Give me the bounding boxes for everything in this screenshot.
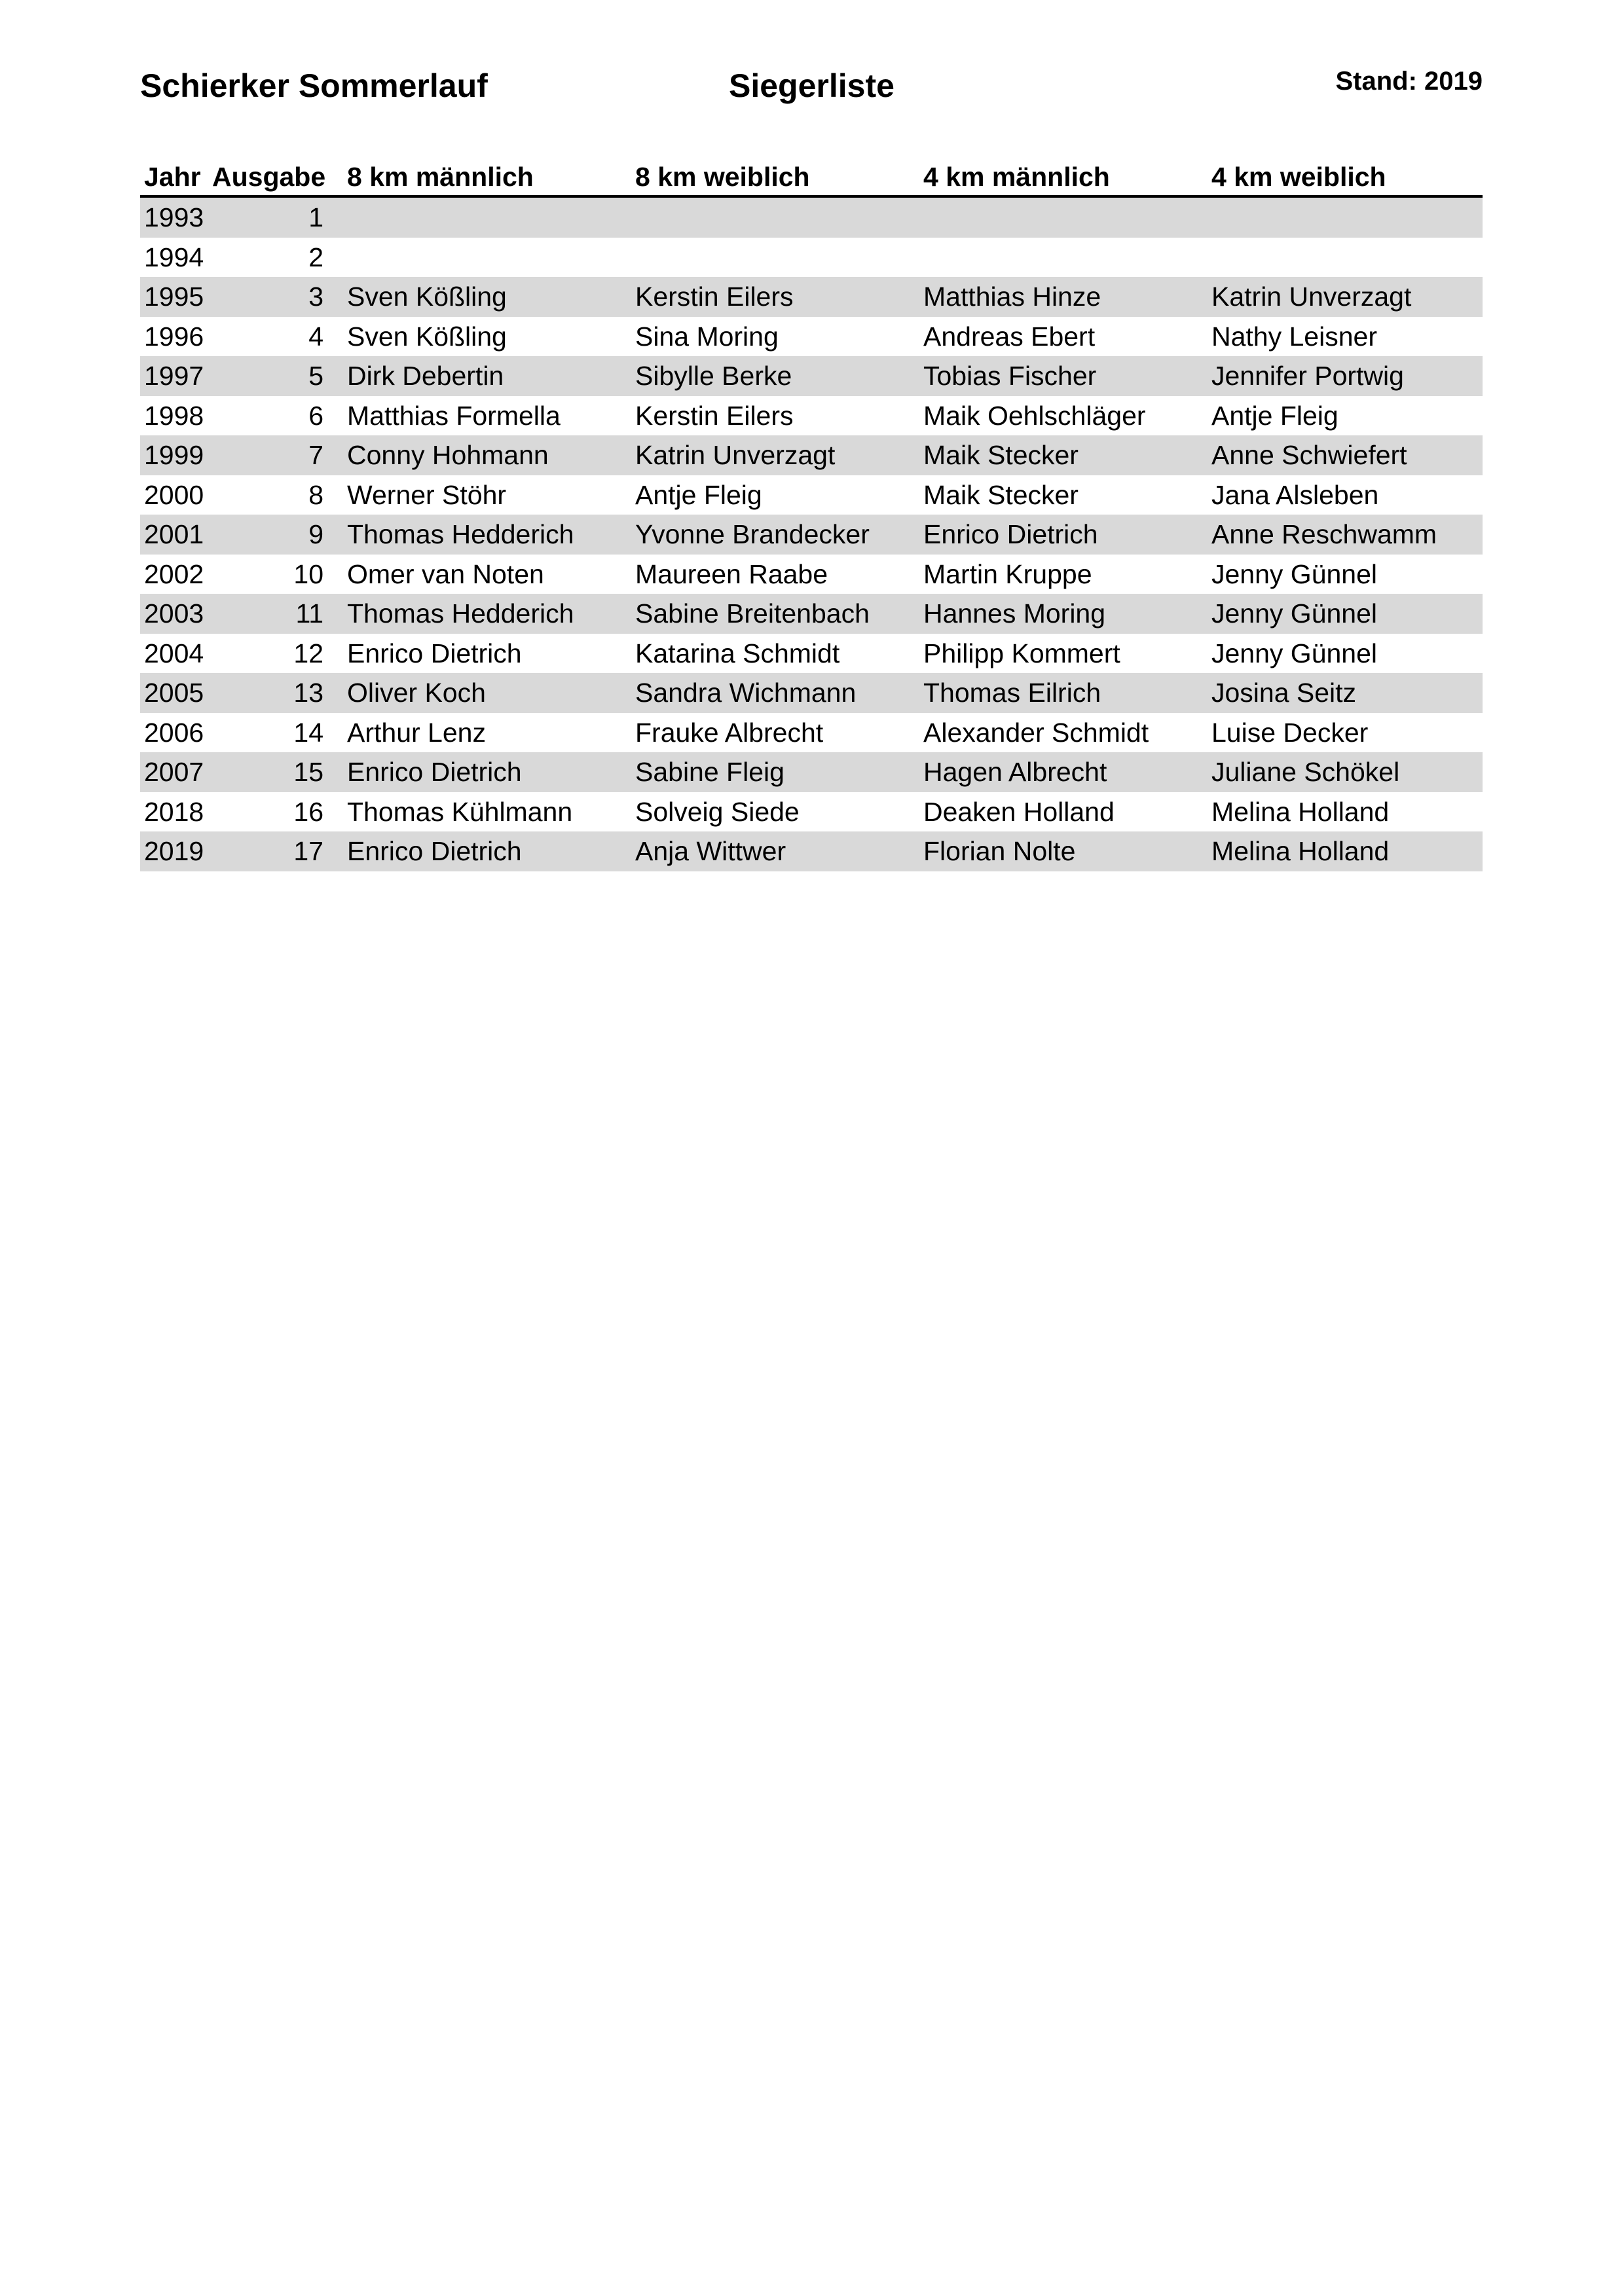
cell-8km-maennlich: Thomas Hedderich <box>343 515 631 555</box>
cell-4km-weiblich: Antje Fleig <box>1208 396 1483 436</box>
cell-4km-maennlich: Andreas Ebert <box>919 317 1208 357</box>
table-row <box>140 196 1483 238</box>
cell-4km-maennlich: Martin Kruppe <box>919 555 1208 594</box>
table-row <box>140 673 1483 713</box>
cell-4km-maennlich: Maik Stecker <box>919 435 1208 475</box>
cell-jahr: 2004 <box>140 634 212 674</box>
cell-4km-weiblich: Anne Reschwamm <box>1208 515 1483 555</box>
cell-8km-maennlich: Enrico Dietrich <box>343 752 631 792</box>
table-row <box>140 555 1483 594</box>
cell-8km-weiblich: Antje Fleig <box>631 475 919 515</box>
table-row <box>140 475 1483 515</box>
cell-ausgabe: 14 <box>212 713 343 753</box>
cell-jahr: 1998 <box>140 396 212 436</box>
cell-ausgabe: 12 <box>212 634 343 674</box>
cell-8km-maennlich: Matthias Formella <box>343 396 631 436</box>
table-row <box>140 713 1483 753</box>
cell-ausgabe: 16 <box>212 792 343 832</box>
cell-ausgabe: 6 <box>212 396 343 436</box>
cell-8km-weiblich: Anja Wittwer <box>631 831 919 871</box>
cell-4km-weiblich: Katrin Unverzagt <box>1208 277 1483 317</box>
cell-ausgabe: 10 <box>212 555 343 594</box>
cell-8km-maennlich <box>343 196 631 238</box>
cell-4km-weiblich: Melina Holland <box>1208 792 1483 832</box>
cell-8km-weiblich <box>631 238 919 278</box>
cell-8km-maennlich: Sven Kößling <box>343 317 631 357</box>
table-row <box>140 831 1483 871</box>
table-row <box>140 435 1483 475</box>
cell-jahr: 1994 <box>140 238 212 278</box>
cell-8km-maennlich: Sven Kößling <box>343 277 631 317</box>
cell-ausgabe: 3 <box>212 277 343 317</box>
header-4km-weiblich: 4 km weiblich <box>1208 155 1483 196</box>
cell-8km-weiblich: Yvonne Brandecker <box>631 515 919 555</box>
cell-8km-weiblich: Sabine Fleig <box>631 752 919 792</box>
cell-4km-weiblich <box>1208 196 1483 238</box>
cell-jahr: 2003 <box>140 594 212 634</box>
winners-table <box>140 155 1483 871</box>
cell-jahr: 2007 <box>140 752 212 792</box>
cell-4km-maennlich: Hannes Moring <box>919 594 1208 634</box>
cell-8km-maennlich: Thomas Kühlmann <box>343 792 631 832</box>
cell-4km-weiblich: Melina Holland <box>1208 831 1483 871</box>
cell-4km-maennlich: Matthias Hinze <box>919 277 1208 317</box>
table-row <box>140 396 1483 436</box>
cell-jahr: 1995 <box>140 277 212 317</box>
cell-jahr: 1993 <box>140 196 212 238</box>
cell-4km-weiblich: Jenny Günnel <box>1208 594 1483 634</box>
table-body <box>140 196 1483 871</box>
cell-8km-maennlich: Oliver Koch <box>343 673 631 713</box>
cell-ausgabe: 11 <box>212 594 343 634</box>
cell-jahr: 1997 <box>140 356 212 396</box>
cell-8km-maennlich: Arthur Lenz <box>343 713 631 753</box>
cell-8km-weiblich: Sina Moring <box>631 317 919 357</box>
cell-ausgabe: 9 <box>212 515 343 555</box>
list-title: Siegerliste <box>729 67 895 104</box>
table-row <box>140 238 1483 278</box>
cell-8km-maennlich: Omer van Noten <box>343 555 631 594</box>
table-row <box>140 792 1483 832</box>
cell-ausgabe: 1 <box>212 196 343 238</box>
cell-4km-weiblich: Juliane Schökel <box>1208 752 1483 792</box>
cell-4km-weiblich: Jenny Günnel <box>1208 634 1483 674</box>
cell-jahr: 2000 <box>140 475 212 515</box>
cell-4km-weiblich <box>1208 238 1483 278</box>
header-jahr: Jahr <box>140 155 212 196</box>
cell-8km-weiblich: Frauke Albrecht <box>631 713 919 753</box>
cell-8km-weiblich: Katarina Schmidt <box>631 634 919 674</box>
cell-4km-maennlich: Enrico Dietrich <box>919 515 1208 555</box>
cell-4km-weiblich: Anne Schwiefert <box>1208 435 1483 475</box>
cell-ausgabe: 7 <box>212 435 343 475</box>
cell-jahr: 2018 <box>140 792 212 832</box>
table-row <box>140 277 1483 317</box>
cell-8km-weiblich: Sibylle Berke <box>631 356 919 396</box>
cell-4km-maennlich: Philipp Kommert <box>919 634 1208 674</box>
cell-ausgabe: 15 <box>212 752 343 792</box>
cell-8km-maennlich: Enrico Dietrich <box>343 634 631 674</box>
cell-ausgabe: 17 <box>212 831 343 871</box>
cell-4km-maennlich: Alexander Schmidt <box>919 713 1208 753</box>
cell-4km-weiblich: Luise Decker <box>1208 713 1483 753</box>
cell-4km-weiblich: Jana Alsleben <box>1208 475 1483 515</box>
table-row <box>140 752 1483 792</box>
cell-jahr: 2002 <box>140 555 212 594</box>
cell-jahr: 2001 <box>140 515 212 555</box>
cell-8km-maennlich: Werner Stöhr <box>343 475 631 515</box>
cell-jahr: 1996 <box>140 317 212 357</box>
cell-jahr: 2006 <box>140 713 212 753</box>
cell-8km-maennlich <box>343 238 631 278</box>
cell-8km-weiblich: Katrin Unverzagt <box>631 435 919 475</box>
cell-jahr: 2019 <box>140 831 212 871</box>
cell-8km-maennlich: Conny Hohmann <box>343 435 631 475</box>
cell-4km-maennlich <box>919 238 1208 278</box>
cell-8km-maennlich: Thomas Hedderich <box>343 594 631 634</box>
table-row <box>140 317 1483 357</box>
cell-8km-weiblich: Maureen Raabe <box>631 555 919 594</box>
cell-ausgabe: 2 <box>212 238 343 278</box>
cell-8km-weiblich: Kerstin Eilers <box>631 396 919 436</box>
cell-8km-weiblich: Sandra Wichmann <box>631 673 919 713</box>
table-row <box>140 515 1483 555</box>
cell-4km-maennlich: Maik Stecker <box>919 475 1208 515</box>
table-row <box>140 356 1483 396</box>
header-8km-maennlich: 8 km männlich <box>343 155 631 196</box>
table-row <box>140 634 1483 674</box>
document-title: Schierker Sommerlauf <box>140 67 488 104</box>
cell-4km-weiblich: Jenny Günnel <box>1208 555 1483 594</box>
header-8km-weiblich: 8 km weiblich <box>631 155 919 196</box>
cell-8km-maennlich: Enrico Dietrich <box>343 831 631 871</box>
cell-ausgabe: 13 <box>212 673 343 713</box>
header-ausgabe: Ausgabe <box>212 155 343 196</box>
cell-4km-maennlich: Maik Oehlschläger <box>919 396 1208 436</box>
cell-8km-weiblich: Solveig Siede <box>631 792 919 832</box>
stand-date: Stand: 2019 <box>1335 67 1483 96</box>
table-row <box>140 594 1483 634</box>
cell-8km-maennlich: Dirk Debertin <box>343 356 631 396</box>
cell-ausgabe: 4 <box>212 317 343 357</box>
cell-4km-maennlich <box>919 196 1208 238</box>
cell-4km-maennlich: Thomas Eilrich <box>919 673 1208 713</box>
cell-4km-weiblich: Josina Seitz <box>1208 673 1483 713</box>
header-4km-maennlich: 4 km männlich <box>919 155 1208 196</box>
cell-jahr: 2005 <box>140 673 212 713</box>
cell-8km-weiblich: Sabine Breitenbach <box>631 594 919 634</box>
cell-8km-weiblich: Kerstin Eilers <box>631 277 919 317</box>
cell-4km-weiblich: Jennifer Portwig <box>1208 356 1483 396</box>
cell-4km-maennlich: Deaken Holland <box>919 792 1208 832</box>
cell-4km-maennlich: Hagen Albrecht <box>919 752 1208 792</box>
table-header-row <box>140 155 1483 196</box>
cell-jahr: 1999 <box>140 435 212 475</box>
cell-8km-weiblich <box>631 196 919 238</box>
cell-ausgabe: 8 <box>212 475 343 515</box>
cell-4km-maennlich: Florian Nolte <box>919 831 1208 871</box>
cell-ausgabe: 5 <box>212 356 343 396</box>
cell-4km-maennlich: Tobias Fischer <box>919 356 1208 396</box>
cell-4km-weiblich: Nathy Leisner <box>1208 317 1483 357</box>
